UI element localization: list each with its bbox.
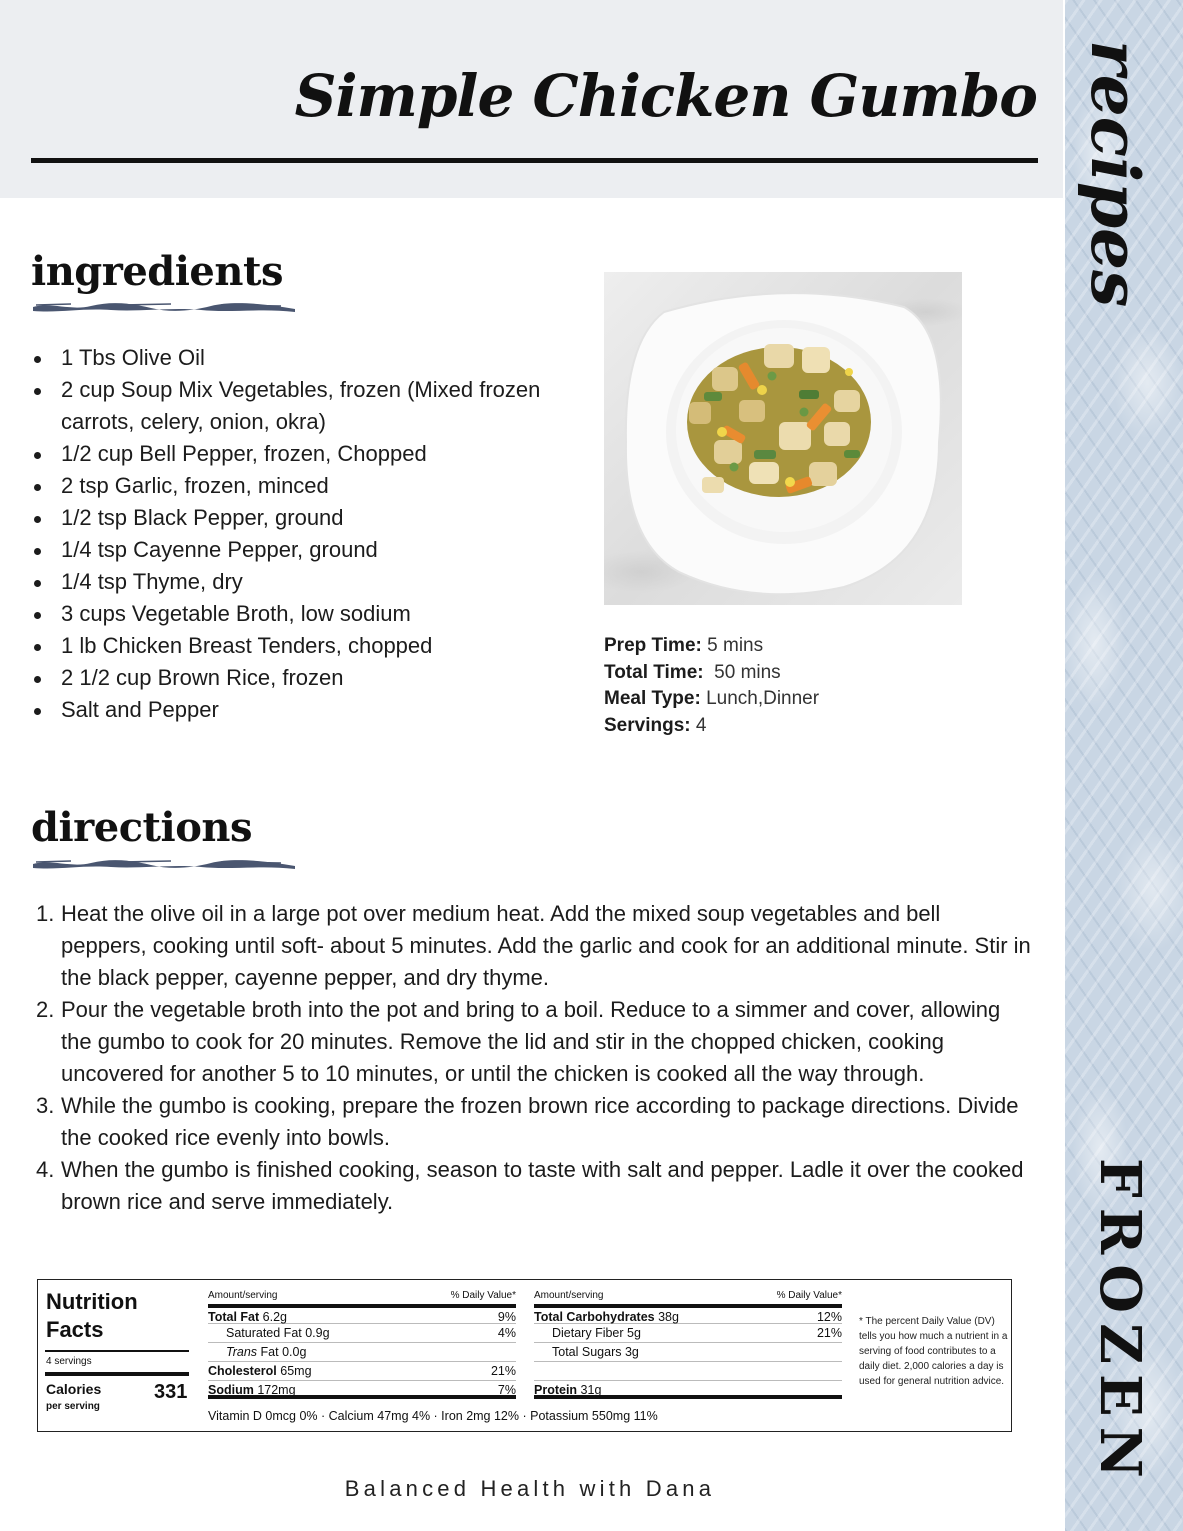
nutrient-label: Saturated Fat [226,1326,302,1340]
servings-row [604,713,1024,740]
column-header [208,1290,516,1304]
direction-step [36,1154,1031,1218]
servings-label: Servings: [604,714,691,736]
nutrient-label: Trans [226,1345,258,1359]
ingredient-item: 1 lb Chicken Breast Tenders, chopped [32,630,572,662]
vitamins-line: Vitamin D 0mcg 0% · Calcium 47mg 4% · Iron 2mg 12% · Potassium 550mg 11% [208,1409,658,1423]
ingredients-list [32,342,572,726]
prep-time-row [604,633,1024,660]
nutrient-row [534,1323,842,1342]
title-divider [31,158,1038,163]
meal-type-value: Lunch,Dinner [706,688,820,709]
calories-label: Calories [46,1381,102,1397]
nutrient-dv: 4% [497,1326,516,1340]
nutrient-amount: 31g [580,1383,602,1397]
nutrient-amount: 0.9g [305,1326,330,1340]
nutrient-column-right [534,1290,842,1399]
nutrient-row [208,1323,516,1342]
servings-count: 4 servings [46,1356,92,1367]
total-time-value: 50 mins [714,661,781,683]
meal-type-label: Meal Type: [604,688,701,709]
divider [45,1372,189,1376]
nutrient-dv: 9% [497,1310,516,1324]
servings-value: 4 [695,714,707,736]
step-text: Heat the olive oil in a large pot over medium heat. Add the mixed soup vegetables and bell peppers, cooking until soft- about 5 minutes. Add the garlic and cook for an additional minute. Stir in the black pepper, cayenne pepper, and dry thyme. [61,901,1031,990]
nutrient-amount: 38g [658,1310,679,1324]
directions-list [36,898,1031,1218]
footer-credit: Balanced Health with Dana [344,1476,716,1501]
recipe-info [604,633,1024,739]
nutrient-label: Total Sugars [552,1345,622,1359]
nutrient-amount: 5g [627,1326,641,1340]
ingredient-item: 1/4 tsp Thyme, dry [32,566,572,598]
nutrient-label: Protein [534,1383,578,1397]
nutrient-row [208,1380,516,1399]
direction-step [36,1090,1031,1154]
nutrient-column-left [208,1290,516,1399]
ingredients-heading: ingredients [31,248,283,295]
nutrient-label: Total Fat [208,1310,260,1324]
directions-heading: directions [31,804,252,851]
brush-underline [31,857,297,871]
dv-header: % Daily Value* [776,1290,842,1301]
gumbo-photo [604,272,962,605]
direction-step [36,994,1031,1090]
prep-time-value: 5 mins [707,635,764,656]
nutrient-label: Total Carbohydrates [534,1310,655,1324]
calories-value: 331 [154,1381,188,1403]
nutrient-row [534,1361,842,1380]
nutrient-amount: 6.2g [262,1310,287,1324]
nutrient-label: Cholesterol [208,1364,277,1378]
prep-time-label: Prep Time: [604,635,702,656]
gumbo-bowl-illustration [604,272,962,605]
side-label-recipes: recipes [1076,40,1154,308]
ingredient-item: 1/2 cup Bell Pepper, frozen, Chopped [32,438,572,470]
nutrition-facts-panel [37,1279,1012,1432]
nutrient-label-rest: Fat [257,1345,279,1359]
ingredient-item: 1/4 tsp Cayenne Pepper, ground [32,534,572,566]
step-number: 4. [36,1157,55,1182]
step-text: Pour the vegetable broth into the pot and bring to a boil. Reduce to a simmer and cover, allowing the gumbo to cook for 20 minutes. Remove the lid and stir in the chopped chicken, cooking uncovered for another 5 to 10 minutes, or until the chicken is cooked all the way through. [61,997,1001,1086]
step-number: 1. [36,901,55,926]
nutrient-dv: 21% [490,1364,516,1378]
nutrient-label: Sodium [208,1383,254,1397]
step-text: When the gumbo is finished cooking, season to taste with salt and pepper. Ladle it over the cooked brown rice and serve immediately. [61,1157,1024,1214]
step-text: While the gumbo is cooking, prepare the frozen brown rice according to package directions. Divide the cooked rice evenly into bowls. [61,1093,1019,1150]
total-time-row [604,660,1024,687]
dv-header: % Daily Value* [450,1290,516,1301]
nutrient-amount: 172mg [257,1383,296,1397]
amount-header: Amount/serving [208,1290,278,1301]
ingredient-item: 2 tsp Garlic, frozen, minced [32,470,572,502]
nutrient-row [534,1380,842,1399]
step-number: 2. [36,997,55,1022]
divider [45,1350,189,1352]
side-label-frozen: FROZEN [1087,1158,1153,1488]
nutrient-dv: 7% [497,1383,516,1397]
total-time-label: Total Time: [604,661,704,683]
meal-type-row [604,686,1024,713]
nutrient-amount: 65mg [280,1364,312,1378]
nutrient-amount: 0.0g [282,1345,307,1359]
per-serving-label: per serving [46,1401,100,1412]
ingredient-item: 2 1/2 cup Brown Rice, frozen [32,662,572,694]
nutrient-row [208,1342,516,1361]
step-number: 3. [36,1093,55,1118]
daily-value-note: * The percent Daily Value (DV) tells you how much a nutrient in a serving of food contributes to a daily diet. 2,000 calories a day is used for general nutrition advice. [859,1316,1008,1387]
recipe-title: Simple Chicken Gumbo [294,62,1037,130]
brush-underline [31,300,297,314]
ingredient-item: 3 cups Vegetable Broth, low sodium [32,598,572,630]
nutrient-row [534,1304,842,1323]
direction-step [36,898,1031,994]
ingredient-item: 1 Tbs Olive Oil [32,342,572,374]
amount-header: Amount/serving [534,1290,604,1301]
nutrient-dv: 12% [816,1310,842,1324]
nutrient-row [534,1342,842,1361]
ingredient-item: 1/2 tsp Black Pepper, ground [32,502,572,534]
column-header [534,1290,842,1304]
ingredient-item: Salt and Pepper [32,694,572,726]
nutrient-dv: 21% [816,1326,842,1340]
nutrient-row [208,1304,516,1323]
nutrition-facts-title: Nutrition Facts [46,1289,138,1342]
nutrient-label: Dietary Fiber [552,1326,624,1340]
nutrient-amount: 3g [624,1345,639,1359]
nutrient-row [208,1361,516,1380]
ingredient-item: 2 cup Soup Mix Vegetables, frozen (Mixed frozen carrots, celery, onion, okra) [32,374,572,438]
